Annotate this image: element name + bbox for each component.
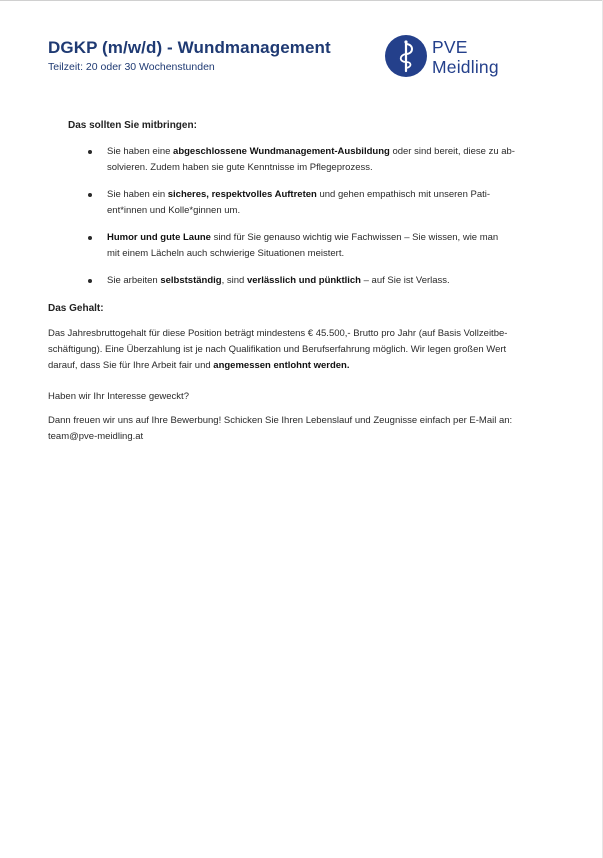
- requirements-heading: Das sollten Sie mitbringen:: [68, 120, 197, 131]
- document-header: [48, 38, 331, 74]
- job-title: DGKP (m/w/d) - Wundmanagement: [48, 38, 331, 57]
- page-top-border: [0, 0, 603, 1]
- list-item: [68, 144, 548, 176]
- item-text: sind für Sie genauso wichtig wie Fachwissen – Sie wissen, wie man: [210, 232, 499, 243]
- contact-question: Haben wir Ihr Interesse geweckt?: [48, 391, 189, 402]
- item-text: Sie haben ein: [107, 189, 168, 200]
- salary-text-line: schäftigung). Eine Überzahlung ist je nach Qualifikation und Berufserfahrung möglich. Wir legen großen Wert: [48, 344, 507, 355]
- contact-text-line: Dann freuen wir uns auf Ihre Bewerbung! Schicken Sie Ihren Lebenslauf und Zeugnisse einfach per E-Mail an:: [48, 415, 513, 426]
- item-text: ent*innen und Kolle*ginnen um.: [107, 205, 241, 216]
- salary-text-line: Das Jahresbruttogehalt für diese Position beträgt mindestens € 45.500,- Brutto pro Jahr (auf Basis Vollzeitbe-: [48, 328, 508, 339]
- list-item: [68, 230, 548, 262]
- item-text: solvieren. Zudem haben sie gute Kenntnisse im Pflegeprozess.: [107, 162, 373, 173]
- item-text: Sie haben eine: [107, 146, 174, 157]
- item-text: Sie arbeiten: [107, 275, 161, 286]
- salary-section: [48, 302, 558, 374]
- list-item: [68, 187, 548, 219]
- list-item: [68, 273, 548, 289]
- bullet-icon: [88, 193, 92, 197]
- bullet-icon: [88, 150, 92, 154]
- requirements-section: [68, 119, 548, 300]
- salary-text-line: darauf, dass Sie für Ihre Arbeit fair und: [48, 360, 214, 371]
- requirements-list: [68, 144, 548, 289]
- salary-heading: Das Gehalt:: [48, 303, 104, 314]
- job-subtitle: Teilzeit: 20 oder 30 Wochenstunden: [48, 61, 215, 73]
- item-text: mit einem Lächeln auch schwierige Situationen meistert.: [107, 248, 345, 259]
- item-highlight: abgeschlossene Wundmanagement-Ausbildung: [173, 146, 390, 157]
- item-highlight: selbstständig: [160, 275, 222, 286]
- item-text: – auf Sie ist Verlass.: [360, 275, 450, 286]
- logo-text-line2: Meidling: [432, 57, 499, 77]
- contact-section: [48, 390, 558, 445]
- item-text: oder sind bereit, diese zu ab-: [389, 146, 515, 157]
- item-highlight: sicheres, respektvolles Auftreten: [167, 189, 317, 200]
- item-text: , sind: [221, 275, 247, 286]
- logo-text-line1: PVE: [432, 37, 468, 57]
- contact-paragraph: [48, 413, 558, 445]
- contact-email: team@pve-meidling.at: [48, 431, 144, 442]
- salary-highlight: angemessen entlohnt werden.: [213, 360, 350, 371]
- bullet-icon: [88, 279, 92, 283]
- pve-meidling-logo: [385, 33, 525, 85]
- bullet-icon: [88, 236, 92, 240]
- salary-paragraph: [48, 326, 558, 374]
- item-text: und gehen empathisch mit unseren Pati-: [316, 189, 491, 200]
- item-highlight: verlässlich und pünktlich: [246, 275, 361, 286]
- caduceus-icon: [385, 35, 427, 77]
- item-highlight: Humor und gute Laune: [107, 232, 211, 243]
